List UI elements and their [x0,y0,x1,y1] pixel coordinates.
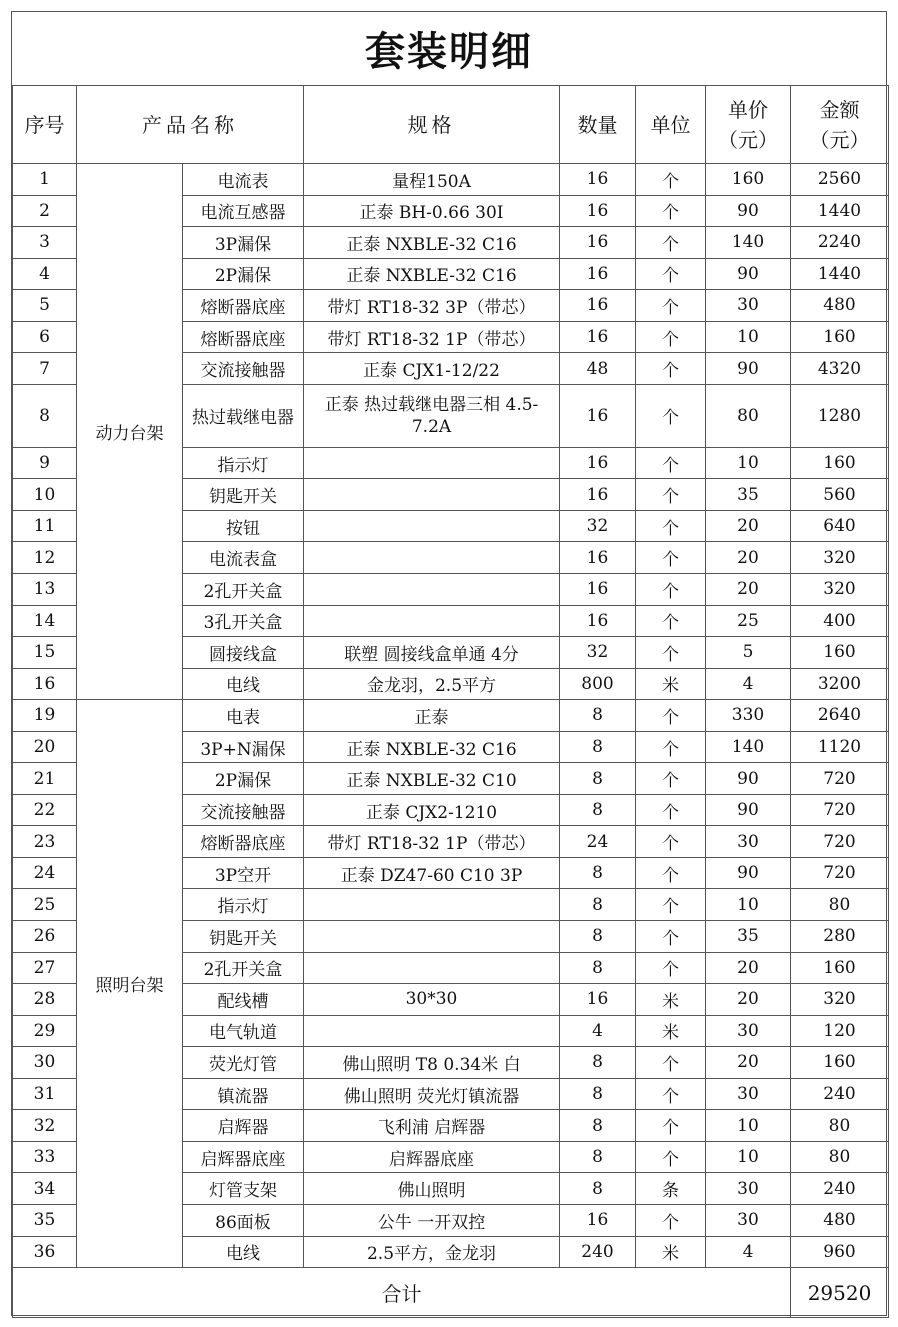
product-name: 电流表盒 [183,542,304,574]
unit-cell: 个 [636,1078,706,1110]
spec-cell: 飞利浦 启辉器 [304,1110,560,1142]
unit-cell: 个 [636,1141,706,1173]
qty-cell: 8 [560,1173,636,1205]
amount-cell: 160 [791,447,889,479]
row-index: 16 [13,668,77,700]
table-row [13,164,889,196]
amount-cell: 1120 [791,731,889,763]
row-index: 1 [13,164,77,196]
unit-cell: 个 [636,542,706,574]
unit-cell: 个 [636,290,706,322]
amount-cell: 80 [791,1141,889,1173]
unit-cell: 个 [636,1110,706,1142]
product-name: 圆接线盒 [183,637,304,669]
price-cell: 140 [706,731,791,763]
spec-cell: 正泰 [304,700,560,732]
spec-cell: 金龙羽，2.5平方 [304,668,560,700]
spec-cell: 公牛 一开双控 [304,1204,560,1236]
spec-cell: 带灯 RT18-32 1P（带芯） [304,321,560,353]
spec-cell: 佛山照明 [304,1173,560,1205]
price-cell: 20 [706,1047,791,1079]
spec-cell [304,1015,560,1047]
product-name: 镇流器 [183,1078,304,1110]
unit-cell: 个 [636,637,706,669]
unit-cell: 个 [636,353,706,385]
row-index: 26 [13,921,77,953]
spec-cell: 正泰 NXBLE-32 C16 [304,258,560,290]
qty-cell: 16 [560,195,636,227]
spec-cell: 正泰 NXBLE-32 C10 [304,763,560,795]
price-cell: 5 [706,637,791,669]
qty-cell: 8 [560,1078,636,1110]
row-index: 14 [13,605,77,637]
product-name: 3P+N漏保 [183,731,304,763]
row-index: 31 [13,1078,77,1110]
product-name: 启辉器 [183,1110,304,1142]
qty-cell: 16 [560,542,636,574]
price-cell: 90 [706,195,791,227]
price-cell: 140 [706,227,791,259]
price-cell: 10 [706,1141,791,1173]
price-cell: 25 [706,605,791,637]
qty-cell: 24 [560,826,636,858]
amount-cell: 280 [791,921,889,953]
qty-cell: 16 [560,164,636,196]
product-name: 电线 [183,668,304,700]
page-title: 套装明细 [365,29,533,75]
qty-cell: 32 [560,510,636,542]
product-name: 配线槽 [183,984,304,1016]
row-index: 23 [13,826,77,858]
spec-cell: 量程150A [304,164,560,196]
unit-cell: 个 [636,510,706,542]
spec-cell: 联塑 圆接线盒单通 4分 [304,637,560,669]
qty-cell: 240 [560,1236,636,1268]
header-price-line2: （元） [718,127,778,152]
qty-cell: 16 [560,384,636,447]
spec-cell [304,542,560,574]
price-cell: 160 [706,164,791,196]
amount-cell: 120 [791,1015,889,1047]
row-index: 28 [13,984,77,1016]
product-name: 熔断器底座 [183,290,304,322]
qty-cell: 8 [560,1141,636,1173]
row-index: 20 [13,731,77,763]
product-name: 电流表 [183,164,304,196]
row-index: 2 [13,195,77,227]
price-cell: 30 [706,1204,791,1236]
unit-cell: 个 [636,763,706,795]
unit-cell: 米 [636,668,706,700]
header-amount-line1: 金额 [819,97,860,122]
qty-cell: 800 [560,668,636,700]
price-cell: 20 [706,574,791,606]
amount-cell: 720 [791,857,889,889]
qty-cell: 48 [560,353,636,385]
header-amount-line2: （元） [809,127,870,152]
product-name: 指示灯 [183,447,304,479]
qty-cell: 16 [560,984,636,1016]
unit-cell: 个 [636,1047,706,1079]
price-cell: 20 [706,510,791,542]
header-amount [791,86,889,164]
row-index: 13 [13,574,77,606]
qty-cell: 16 [560,479,636,511]
spec-cell: 佛山照明 T8 0.34米 白 [304,1047,560,1079]
amount-cell: 2240 [791,227,889,259]
price-cell: 10 [706,447,791,479]
spec-cell [304,510,560,542]
product-name: 电表 [183,700,304,732]
price-cell: 90 [706,353,791,385]
product-name: 3P空开 [183,857,304,889]
unit-cell: 个 [636,384,706,447]
table-row [13,700,889,732]
product-name: 熔断器底座 [183,826,304,858]
row-index: 27 [13,952,77,984]
spec-cell: 正泰 BH-0.66 30I [304,195,560,227]
qty-cell: 16 [560,1204,636,1236]
amount-cell: 400 [791,605,889,637]
header-product: 产品名称 [77,86,304,164]
row-index: 11 [13,510,77,542]
amount-cell: 160 [791,637,889,669]
spec-cell: 正泰 DZ47-60 C10 3P [304,857,560,889]
header-unit: 单位 [636,86,706,164]
product-name: 电流互感器 [183,195,304,227]
amount-cell: 1440 [791,195,889,227]
header-qty: 数量 [560,86,636,164]
qty-cell: 8 [560,921,636,953]
product-name: 热过载继电器 [183,384,304,447]
qty-cell: 8 [560,794,636,826]
qty-cell: 16 [560,227,636,259]
detail-sheet [11,11,887,1316]
qty-cell: 16 [560,447,636,479]
qty-cell: 8 [560,763,636,795]
price-cell: 90 [706,794,791,826]
header-row [13,86,889,164]
row-index: 7 [13,353,77,385]
row-index: 5 [13,290,77,322]
unit-cell: 个 [636,227,706,259]
spec-cell [304,479,560,511]
spec-cell [304,889,560,921]
unit-cell: 米 [636,1015,706,1047]
spec-cell: 启辉器底座 [304,1141,560,1173]
total-value: 29520 [791,1268,889,1318]
price-cell: 30 [706,1173,791,1205]
amount-cell: 1440 [791,258,889,290]
product-name: 钥匙开关 [183,921,304,953]
unit-cell: 个 [636,731,706,763]
price-cell: 20 [706,952,791,984]
price-cell: 330 [706,700,791,732]
amount-cell: 160 [791,952,889,984]
unit-cell: 米 [636,1236,706,1268]
unit-cell: 个 [636,447,706,479]
unit-cell: 个 [636,258,706,290]
product-name: 3孔开关盒 [183,605,304,637]
unit-cell: 个 [636,921,706,953]
price-cell: 80 [706,384,791,447]
unit-cell: 个 [636,857,706,889]
row-index: 22 [13,794,77,826]
price-cell: 10 [706,321,791,353]
product-name: 2孔开关盒 [183,952,304,984]
price-cell: 30 [706,290,791,322]
spec-cell [304,605,560,637]
unit-cell: 个 [636,321,706,353]
amount-cell: 80 [791,889,889,921]
row-index: 9 [13,447,77,479]
qty-cell: 8 [560,889,636,921]
price-cell: 35 [706,921,791,953]
amount-cell: 320 [791,984,889,1016]
table-body [13,164,889,1268]
product-name: 按钮 [183,510,304,542]
product-name: 86面板 [183,1204,304,1236]
price-cell: 10 [706,889,791,921]
group-name: 照明台架 [77,700,183,1268]
unit-cell: 个 [636,605,706,637]
product-name: 交流接触器 [183,794,304,826]
row-index: 32 [13,1110,77,1142]
amount-cell: 240 [791,1173,889,1205]
amount-cell: 3200 [791,668,889,700]
spec-cell: 带灯 RT18-32 1P（带芯） [304,826,560,858]
qty-cell: 4 [560,1015,636,1047]
price-cell: 20 [706,984,791,1016]
header-price-line1: 单价 [728,97,768,122]
qty-cell: 8 [560,700,636,732]
qty-cell: 16 [560,321,636,353]
amount-cell: 720 [791,826,889,858]
row-index: 15 [13,637,77,669]
unit-cell: 米 [636,984,706,1016]
qty-cell: 16 [560,258,636,290]
qty-cell: 16 [560,605,636,637]
row-index: 8 [13,384,77,447]
spec-cell [304,574,560,606]
price-cell: 90 [706,258,791,290]
product-name: 指示灯 [183,889,304,921]
spec-cell: 30*30 [304,984,560,1016]
row-index: 12 [13,542,77,574]
amount-cell: 960 [791,1236,889,1268]
unit-cell: 个 [636,164,706,196]
amount-cell: 160 [791,1047,889,1079]
qty-cell: 32 [560,637,636,669]
unit-cell: 个 [636,889,706,921]
unit-cell: 个 [636,1204,706,1236]
row-index: 34 [13,1173,77,1205]
unit-cell: 个 [636,700,706,732]
row-index: 25 [13,889,77,921]
row-index: 19 [13,700,77,732]
amount-cell: 560 [791,479,889,511]
price-cell: 30 [706,826,791,858]
row-index: 36 [13,1236,77,1268]
product-name: 电气轨道 [183,1015,304,1047]
amount-cell: 720 [791,763,889,795]
spec-cell: 正泰 CJX1-12/22 [304,353,560,385]
spec-line: 7.2A [411,416,452,437]
unit-cell: 个 [636,479,706,511]
amount-cell: 80 [791,1110,889,1142]
row-index: 3 [13,227,77,259]
qty-cell: 8 [560,1110,636,1142]
product-name: 钥匙开关 [183,479,304,511]
spec-cell [304,447,560,479]
unit-cell: 个 [636,195,706,227]
spec-cell: 带灯 RT18-32 3P（带芯） [304,290,560,322]
amount-cell: 480 [791,290,889,322]
unit-cell: 个 [636,826,706,858]
header-index: 序号 [13,86,77,164]
price-cell: 4 [706,668,791,700]
product-name: 3P漏保 [183,227,304,259]
row-index: 10 [13,479,77,511]
price-cell: 30 [706,1078,791,1110]
product-name: 熔断器底座 [183,321,304,353]
price-cell: 90 [706,763,791,795]
spec-cell: 2.5平方，金龙羽 [304,1236,560,1268]
amount-cell: 240 [791,1078,889,1110]
price-cell: 10 [706,1110,791,1142]
product-name: 荧光灯管 [183,1047,304,1079]
product-name: 交流接触器 [183,353,304,385]
spec-cell: 佛山照明 荧光灯镇流器 [304,1078,560,1110]
spec-cell: 正泰 CJX2-1210 [304,794,560,826]
unit-cell: 条 [636,1173,706,1205]
product-name: 启辉器底座 [183,1141,304,1173]
total-label: 合计 [13,1268,791,1318]
product-name: 2P漏保 [183,258,304,290]
price-cell: 20 [706,542,791,574]
detail-table [12,85,889,1318]
unit-cell: 个 [636,952,706,984]
qty-cell: 16 [560,290,636,322]
row-index: 21 [13,763,77,795]
price-cell: 4 [706,1236,791,1268]
row-index: 35 [13,1204,77,1236]
qty-cell: 16 [560,574,636,606]
row-index: 30 [13,1047,77,1079]
unit-cell: 个 [636,574,706,606]
price-cell: 35 [706,479,791,511]
amount-cell: 1280 [791,384,889,447]
amount-cell: 4320 [791,353,889,385]
spec-cell: 正泰 NXBLE-32 C16 [304,731,560,763]
spec-cell: 正泰 NXBLE-32 C16 [304,227,560,259]
spec-cell [304,384,560,447]
header-spec: 规格 [304,86,560,164]
qty-cell: 8 [560,1047,636,1079]
header-price [706,86,791,164]
product-name: 2P漏保 [183,763,304,795]
row-index: 33 [13,1141,77,1173]
total-row [13,1268,889,1318]
amount-cell: 2640 [791,700,889,732]
amount-cell: 320 [791,542,889,574]
row-index: 6 [13,321,77,353]
amount-cell: 640 [791,510,889,542]
amount-cell: 480 [791,1204,889,1236]
row-index: 29 [13,1015,77,1047]
product-name: 灯管支架 [183,1173,304,1205]
spec-line: 正泰 热过载继电器三相 4.5- [324,394,539,415]
qty-cell: 8 [560,731,636,763]
qty-cell: 8 [560,857,636,889]
product-name: 2孔开关盒 [183,574,304,606]
amount-cell: 160 [791,321,889,353]
row-index: 24 [13,857,77,889]
amount-cell: 2560 [791,164,889,196]
group-name: 动力台架 [77,164,183,700]
qty-cell: 8 [560,952,636,984]
price-cell: 90 [706,857,791,889]
spec-cell [304,952,560,984]
price-cell: 30 [706,1015,791,1047]
spec-cell [304,921,560,953]
product-name: 电线 [183,1236,304,1268]
unit-cell: 个 [636,794,706,826]
amount-cell: 720 [791,794,889,826]
row-index: 4 [13,258,77,290]
amount-cell: 320 [791,574,889,606]
